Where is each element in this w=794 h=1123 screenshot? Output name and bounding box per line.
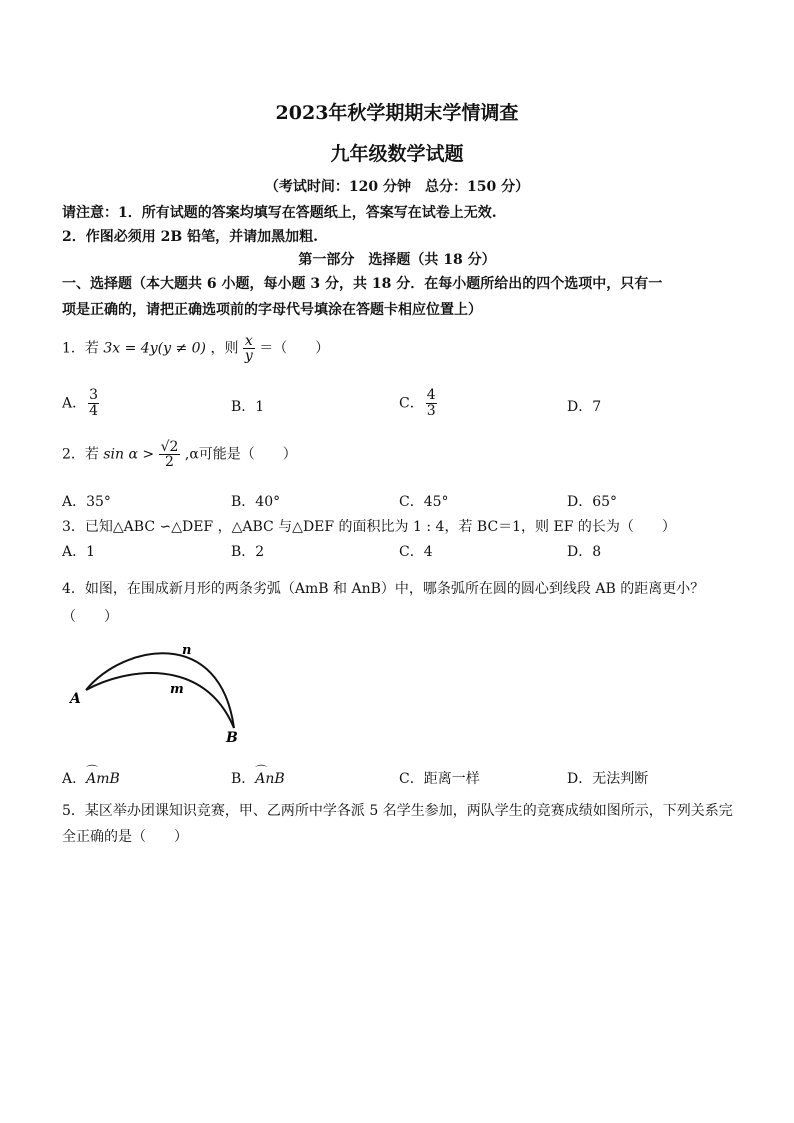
question-5-stem-line-2: 全正确的是（ ） [62,829,188,845]
section-instruction-2: 项是正确的，请把正确选项前的字母代号填涂在答题卡相应位置上） [62,302,482,318]
q2-option-a: A．35° [62,494,111,510]
question-5-stem-line-1: 5．某区举办团课知识竞赛，甲、乙两所中学各派 5 名学生参加，两队学生的竞赛成绩如图所示，下列关系完 [62,803,733,819]
exam-subtitle: 九年级数学试题 [330,143,464,165]
q2-fraction [159,440,181,469]
q2-stem-b: ,α可能是（ ） [184,446,297,463]
q1-option-c [399,388,437,419]
section-instruction-1: 一、选择题（本大题共 6 小题，每小题 3 分，共 18 分．在每小题所给出的四个选项中，只有一 [62,276,663,292]
q2-stem-math: sin α > [103,446,155,463]
label-arc-n: n [182,643,192,658]
q1-stem-math: 3x = 4y(y ≠ 0) [103,340,206,357]
q1-option-b: B．1 [231,399,265,415]
q4-option-b-label: B． [231,771,256,787]
q1-c-num: 4 [426,387,436,403]
q2-option-c: C．45° [399,494,449,510]
question-4-stem-line-1: 4．如图，在围成新月形的两条劣弧（AmB 和 AnB）中，哪条弧所在圆的圆心到线段 AB 的距离更小？ [62,581,705,597]
q3-option-a: A．1 [62,544,96,560]
q4-option-a-label: A． [62,771,87,787]
q4-option-a-arc: ⌒ AmB [86,771,120,787]
note-line-2: 2．作图必须用 2B 铅笔，并请加黑加粗. [62,229,318,245]
q4-option-b-arc: ⌒ AnB [255,771,284,787]
q1-option-a-label: A． [62,395,87,412]
q2-stem-a: 2．若 [62,446,99,463]
note-line-1: 请注意：1．所有试题的答案均填写在答题纸上，答案写在试卷上无效. [62,205,497,221]
q1-a-den: 4 [89,403,99,419]
q1-stem-c: ＝（ ） [259,340,330,357]
arc-n [86,653,234,728]
q4-option-b [231,768,285,788]
q2-frac-num: √2 [160,439,179,455]
question-2-stem [62,440,297,469]
q1-a-num: 3 [89,387,99,403]
q1-option-c-label: C． [399,395,424,412]
q3-option-b: B．2 [231,544,265,560]
question-4-stem-line-2: （ ） [62,609,118,625]
q1-frac-den: y [244,348,253,364]
q1-stem-a: 1．若 [62,340,99,357]
q4-option-c: C．距离一样 [399,771,480,787]
q1-option-c-frac [426,388,437,419]
label-point-a: A [70,691,81,707]
q3-option-c: C．4 [399,544,433,560]
arc-m [86,673,234,728]
q2-option-d: D．65° [567,494,618,510]
q2-frac-den: 2 [165,454,174,470]
q1-fraction [243,334,255,363]
part-title: 第一部分 选择题（共 18 分） [298,252,496,268]
q2-option-b: B．40° [231,494,281,510]
q1-stem-b: ，则 [210,340,239,357]
q4-option-a [62,768,120,788]
label-arc-m: m [170,682,184,697]
q1-c-den: 3 [426,403,436,419]
crescent-figure [62,628,247,746]
exam-title: 2023年秋学期期末学情调查 [275,102,519,124]
question-1-stem [62,334,329,363]
question-3-stem: 3．已知△ABC ∽△DEF ，△ABC 与△DEF 的面积比为 1 : 4，若 BC＝1，则 EF 的长为（ ） [62,519,676,535]
label-point-b: B [226,730,238,746]
q1-option-a-frac [88,388,99,419]
q4-option-d: D．无法判断 [567,771,649,787]
q3-option-d: D．8 [567,544,602,560]
q1-option-d: D．7 [567,399,602,415]
q1-option-a [62,388,99,419]
q1-frac-num: x [244,333,253,349]
exam-info: （考试时间：120 分钟 总分：150 分） [264,179,530,195]
